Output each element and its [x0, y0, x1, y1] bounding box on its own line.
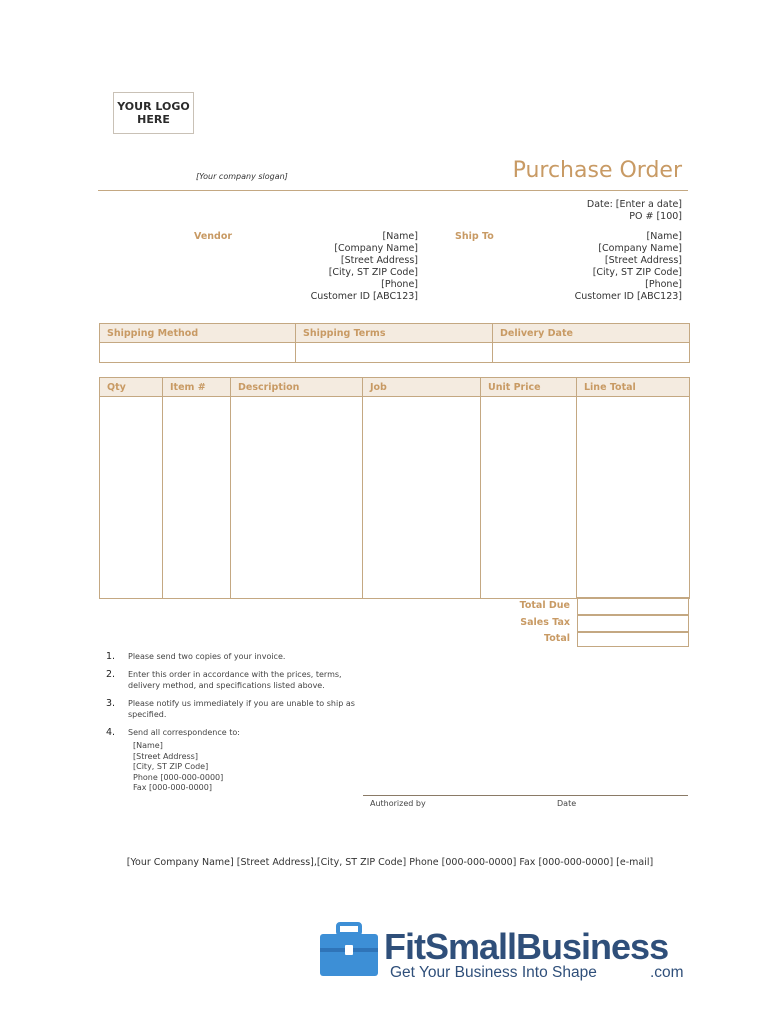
- company-slogan: [Your company slogan]: [196, 172, 288, 181]
- unit-price-header: Unit Price: [481, 378, 577, 397]
- po-number: PO # [100]: [629, 211, 682, 222]
- ship-to-phone: [Phone]: [645, 279, 682, 290]
- shipping-terms-cell[interactable]: [296, 343, 493, 363]
- ship-to-company: [Company Name]: [598, 243, 682, 254]
- logo-placeholder: YOUR LOGO HERE: [113, 92, 194, 134]
- item-number-header: Item #: [163, 378, 231, 397]
- ship-to-city: [City, ST ZIP Code]: [592, 267, 682, 278]
- note-number: 4.: [106, 726, 116, 738]
- signature-line: [363, 795, 688, 796]
- notes-list: [106, 651, 356, 794]
- ship-to-label: Ship To: [455, 231, 494, 242]
- sales-tax-label: Sales Tax: [520, 617, 570, 628]
- vendor-phone: [Phone]: [381, 279, 418, 290]
- brand-suffix: .com: [650, 964, 684, 981]
- vendor-customer-id: Customer ID [ABC123]: [310, 291, 418, 302]
- sales-tax-box[interactable]: [577, 615, 689, 632]
- description-header: Description: [231, 378, 363, 397]
- document-title: Purchase Order: [512, 158, 682, 183]
- job-cell[interactable]: [363, 397, 481, 599]
- item-number-cell[interactable]: [163, 397, 231, 599]
- correspondence-address: [Name] [Street Address] [City, ST ZIP Code] Phone [000-000-0000] Fax [000-000-0000]: [133, 741, 224, 792]
- note-text: Send all correspondence to:: [128, 727, 240, 737]
- note-text: Please send two copies of your invoice.: [128, 652, 286, 661]
- vendor-name: [Name]: [382, 231, 418, 242]
- shipping-method-cell[interactable]: [100, 343, 296, 363]
- vendor-label: Vendor: [194, 231, 233, 242]
- line-items-table: [99, 377, 690, 599]
- qty-cell[interactable]: [100, 397, 163, 599]
- note-item: [106, 698, 356, 721]
- brand-tagline: Get Your Business Into Shape: [390, 964, 597, 981]
- description-cell[interactable]: [231, 397, 363, 599]
- delivery-date-cell[interactable]: [493, 343, 690, 363]
- signature-date-label: Date: [557, 799, 577, 808]
- shipping-table: [99, 323, 690, 363]
- note-item: [106, 651, 356, 663]
- note-number: 3.: [106, 697, 116, 709]
- note-text: Enter this order in accordance with the prices, terms, delivery method, and specifications listed above.: [128, 669, 342, 690]
- briefcase-icon: [318, 922, 382, 980]
- ship-to-street: [Street Address]: [604, 255, 682, 266]
- footer-contact: [Your Company Name] [Street Address],[City, ST ZIP Code] Phone [000-000-0000] Fax [000-000-0000] [e-mail]: [126, 857, 654, 868]
- vendor-street: [Street Address]: [340, 255, 418, 266]
- total-due-label: Total Due: [519, 600, 570, 611]
- note-item: [106, 727, 356, 739]
- vendor-address: [311, 231, 418, 303]
- header-rule: [98, 190, 688, 191]
- unit-price-cell[interactable]: [481, 397, 577, 599]
- job-header: Job: [363, 378, 481, 397]
- note-item: [106, 669, 356, 692]
- line-total-cell[interactable]: [577, 397, 690, 599]
- qty-header: Qty: [100, 378, 163, 397]
- ship-to-address: [575, 231, 682, 303]
- ship-to-name: [Name]: [646, 231, 682, 242]
- authorized-by-label: Authorized by: [370, 799, 426, 808]
- total-due-box[interactable]: [577, 597, 689, 615]
- vendor-city: [City, ST ZIP Code]: [328, 267, 418, 278]
- shipping-method-header: Shipping Method: [100, 324, 296, 343]
- ship-to-customer-id: Customer ID [ABC123]: [574, 291, 682, 302]
- delivery-date-header: Delivery Date: [493, 324, 690, 343]
- shipping-terms-header: Shipping Terms: [296, 324, 493, 343]
- note-number: 2.: [106, 668, 116, 680]
- note-number: 1.: [106, 651, 116, 662]
- total-label: Total: [544, 633, 570, 644]
- note-text: Please notify us immediately if you are unable to ship as specified.: [128, 698, 355, 719]
- brand-name: FitSmallBusiness: [384, 926, 669, 967]
- vendor-company: [Company Name]: [334, 243, 418, 254]
- line-total-header: Line Total: [577, 378, 690, 397]
- date-line: Date: [Enter a date]: [586, 199, 682, 210]
- total-box[interactable]: [577, 632, 689, 647]
